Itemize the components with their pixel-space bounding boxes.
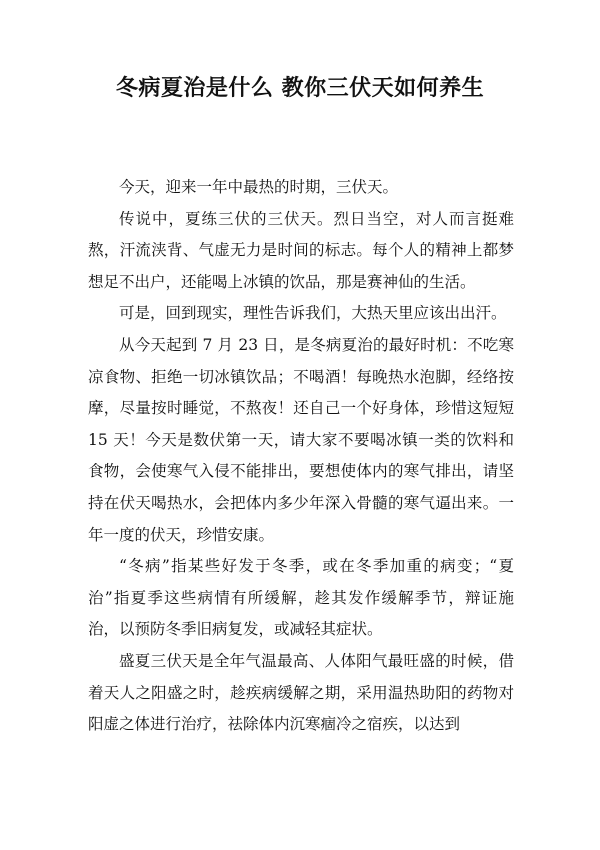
paragraph: “冬病”指某些好发于冬季，或在冬季加重的病变；“夏治”指夏季这些病情有所缓解，趁其发作缓解季节，辩证施治，以预防冬季旧病复发，或减轻其症状。 [88, 557, 514, 639]
paragraph: 从今天起到 7 月 23 日，是冬病夏治的最好时机：不吃寒凉食物、拒绝一切冰镇饮品；不喝酒！每晚热水泡脚，经络按摩，尽量按时睡觉，不熬夜！还自己一个好身体，珍惜这短短 15 天！今天是数伏第一天，请大家不要喝冰镇一类的饮料和食物，会使寒气入侵不能排出，要想使体内的寒气排出，请坚持在伏天喝热水，会把体内多少年深入骨髓的寒气逼出来。一年一度的伏天，珍惜安康。 [88, 335, 514, 544]
paragraph: 传说中，夏练三伏的三伏天。烈日当空，对人而言挺难熬，汗流浃背、气虚无力是时间的标志。每个人的精神上都梦想足不出户，还能喝上冰镇的饮品，那是赛神仙的生活。 [88, 209, 514, 291]
page-title: 冬病夏治是什么 教你三伏天如何养生 [115, 76, 485, 101]
paragraph: 盛夏三伏天是全年气温最高、人体阳气最旺盛的时候，借着天人之阳盛之时，趁疾病缓解之期，采用温热助阳的药物对阳虚之体进行治疗，祛除体内沉寒痼冷之宿疾，以达到 [88, 651, 514, 734]
article-body [88, 172, 514, 741]
paragraph: 可是，回到现实，理性告诉我们，大热天里应该出出汗。 [119, 304, 507, 323]
paragraph: 今天，迎来一年中最热的时期，三伏天。 [119, 178, 399, 196]
